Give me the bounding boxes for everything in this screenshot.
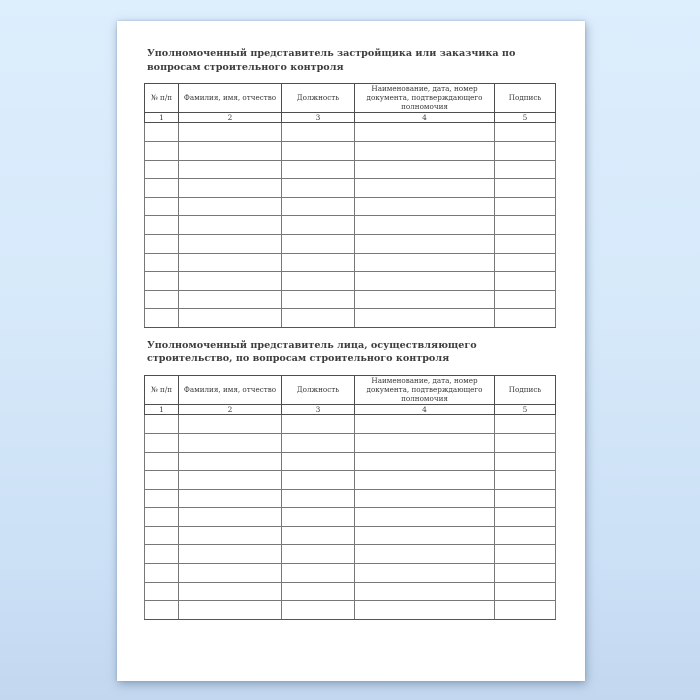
representatives-table (144, 83, 556, 328)
empty-cell (282, 601, 355, 620)
empty-entry-row (145, 489, 556, 508)
empty-cell (495, 160, 556, 179)
empty-cell (355, 141, 495, 160)
empty-cell (179, 234, 282, 253)
empty-cell (282, 272, 355, 291)
empty-cell (355, 253, 495, 272)
empty-cell (495, 234, 556, 253)
column-number-row (145, 113, 556, 123)
empty-cell (145, 489, 179, 508)
empty-cell (145, 216, 179, 235)
representatives-section (144, 339, 555, 620)
empty-entry-row (145, 582, 556, 601)
empty-entry-row (145, 141, 556, 160)
empty-entry-row (145, 471, 556, 490)
empty-cell (495, 526, 556, 545)
empty-cell (495, 582, 556, 601)
table-header-row (145, 375, 556, 404)
empty-entry-row (145, 160, 556, 179)
empty-cell (145, 415, 179, 434)
empty-cell (145, 290, 179, 309)
empty-cell (355, 216, 495, 235)
empty-cell (282, 415, 355, 434)
table-body (145, 123, 556, 328)
empty-cell (282, 197, 355, 216)
empty-cell (145, 564, 179, 583)
empty-cell (145, 160, 179, 179)
column-number: 1 (145, 113, 179, 123)
column-header: Наименование, дата, номер документа, подтверждающего полномочия (355, 84, 495, 113)
column-header: № п/п (145, 375, 179, 404)
empty-cell (495, 601, 556, 620)
empty-cell (282, 216, 355, 235)
empty-cell (179, 508, 282, 527)
column-header: Должность (282, 84, 355, 113)
column-header: Фамилия, имя, отчество (179, 84, 282, 113)
column-number: 2 (179, 113, 282, 123)
empty-cell (495, 415, 556, 434)
empty-cell (179, 601, 282, 620)
column-number: 3 (282, 113, 355, 123)
empty-cell (355, 545, 495, 564)
empty-cell (145, 309, 179, 328)
column-number: 5 (495, 405, 556, 415)
column-number-row (145, 405, 556, 415)
empty-cell (179, 471, 282, 490)
empty-cell (495, 253, 556, 272)
empty-cell (495, 545, 556, 564)
column-header: Подпись (495, 375, 556, 404)
empty-cell (355, 272, 495, 291)
empty-cell (495, 508, 556, 527)
empty-cell (355, 309, 495, 328)
empty-cell (282, 141, 355, 160)
column-number: 1 (145, 405, 179, 415)
empty-entry-row (145, 253, 556, 272)
empty-cell (495, 123, 556, 142)
column-header: Наименование, дата, номер документа, подтверждающего полномочия (355, 375, 495, 404)
empty-cell (495, 216, 556, 235)
empty-cell (495, 141, 556, 160)
empty-entry-row (145, 272, 556, 291)
empty-entry-row (145, 452, 556, 471)
empty-cell (282, 452, 355, 471)
empty-cell (355, 452, 495, 471)
empty-cell (282, 433, 355, 452)
empty-cell (179, 141, 282, 160)
empty-cell (355, 564, 495, 583)
empty-cell (179, 160, 282, 179)
empty-cell (145, 234, 179, 253)
table-header-row (145, 84, 556, 113)
empty-entry-row (145, 526, 556, 545)
empty-entry-row (145, 123, 556, 142)
empty-cell (145, 197, 179, 216)
empty-cell (145, 179, 179, 198)
empty-entry-row (145, 290, 556, 309)
empty-cell (179, 123, 282, 142)
empty-entry-row (145, 309, 556, 328)
empty-cell (179, 253, 282, 272)
empty-entry-row (145, 415, 556, 434)
empty-cell (179, 452, 282, 471)
empty-cell (179, 489, 282, 508)
empty-entry-row (145, 179, 556, 198)
empty-cell (145, 508, 179, 527)
column-number: 4 (355, 113, 495, 123)
section-title: Уполномоченный представитель застройщика или заказчика по вопросам строительного контроля (147, 48, 516, 73)
empty-cell (282, 489, 355, 508)
empty-cell (179, 582, 282, 601)
empty-cell (495, 197, 556, 216)
empty-cell (145, 545, 179, 564)
empty-cell (355, 471, 495, 490)
empty-entry-row (145, 508, 556, 527)
empty-entry-row (145, 234, 556, 253)
empty-cell (179, 197, 282, 216)
empty-cell (179, 216, 282, 235)
section-title: Уполномоченный представитель лица, осуществляющего строительство, по вопросам строительного контроля (147, 339, 477, 365)
column-header: № п/п (145, 84, 179, 113)
empty-cell (179, 309, 282, 328)
empty-cell (145, 582, 179, 601)
empty-cell (179, 526, 282, 545)
column-number: 5 (495, 113, 556, 123)
empty-cell (495, 489, 556, 508)
empty-cell (282, 253, 355, 272)
empty-cell (355, 179, 495, 198)
column-number: 2 (179, 405, 282, 415)
empty-cell (495, 179, 556, 198)
empty-cell (179, 272, 282, 291)
document-sections (144, 47, 555, 620)
empty-cell (282, 564, 355, 583)
empty-cell (282, 309, 355, 328)
empty-cell (145, 141, 179, 160)
empty-cell (495, 564, 556, 583)
empty-cell (355, 601, 495, 620)
column-header: Подпись (495, 84, 556, 113)
empty-cell (355, 489, 495, 508)
empty-cell (495, 433, 556, 452)
empty-cell (179, 290, 282, 309)
empty-entry-row (145, 601, 556, 620)
empty-entry-row (145, 433, 556, 452)
empty-cell (282, 290, 355, 309)
empty-cell (495, 309, 556, 328)
empty-cell (282, 526, 355, 545)
empty-cell (145, 433, 179, 452)
document-page (117, 21, 585, 681)
column-header: Должность (282, 375, 355, 404)
representatives-table (144, 375, 556, 620)
empty-cell (495, 290, 556, 309)
empty-cell (145, 471, 179, 490)
empty-cell (282, 160, 355, 179)
empty-cell (282, 508, 355, 527)
column-number: 4 (355, 405, 495, 415)
empty-cell (355, 290, 495, 309)
empty-cell (282, 179, 355, 198)
empty-cell (282, 471, 355, 490)
empty-cell (179, 179, 282, 198)
empty-cell (145, 272, 179, 291)
empty-cell (145, 253, 179, 272)
empty-cell (355, 123, 495, 142)
empty-cell (355, 526, 495, 545)
empty-cell (179, 545, 282, 564)
empty-entry-row (145, 564, 556, 583)
empty-cell (282, 234, 355, 253)
empty-cell (179, 433, 282, 452)
empty-cell (145, 123, 179, 142)
empty-entry-row (145, 216, 556, 235)
empty-cell (282, 123, 355, 142)
column-header: Фамилия, имя, отчество (179, 375, 282, 404)
empty-cell (179, 564, 282, 583)
empty-cell (145, 601, 179, 620)
empty-cell (355, 415, 495, 434)
empty-cell (282, 582, 355, 601)
empty-entry-row (145, 545, 556, 564)
empty-cell (355, 197, 495, 216)
empty-cell (495, 272, 556, 291)
empty-cell (179, 415, 282, 434)
column-number: 3 (282, 405, 355, 415)
empty-cell (495, 452, 556, 471)
representatives-section (144, 47, 555, 328)
empty-cell (355, 234, 495, 253)
empty-cell (355, 508, 495, 527)
table-body (145, 415, 556, 620)
empty-cell (145, 526, 179, 545)
empty-cell (355, 582, 495, 601)
empty-cell (145, 452, 179, 471)
empty-entry-row (145, 197, 556, 216)
empty-cell (355, 160, 495, 179)
empty-cell (355, 433, 495, 452)
empty-cell (282, 545, 355, 564)
empty-cell (495, 471, 556, 490)
